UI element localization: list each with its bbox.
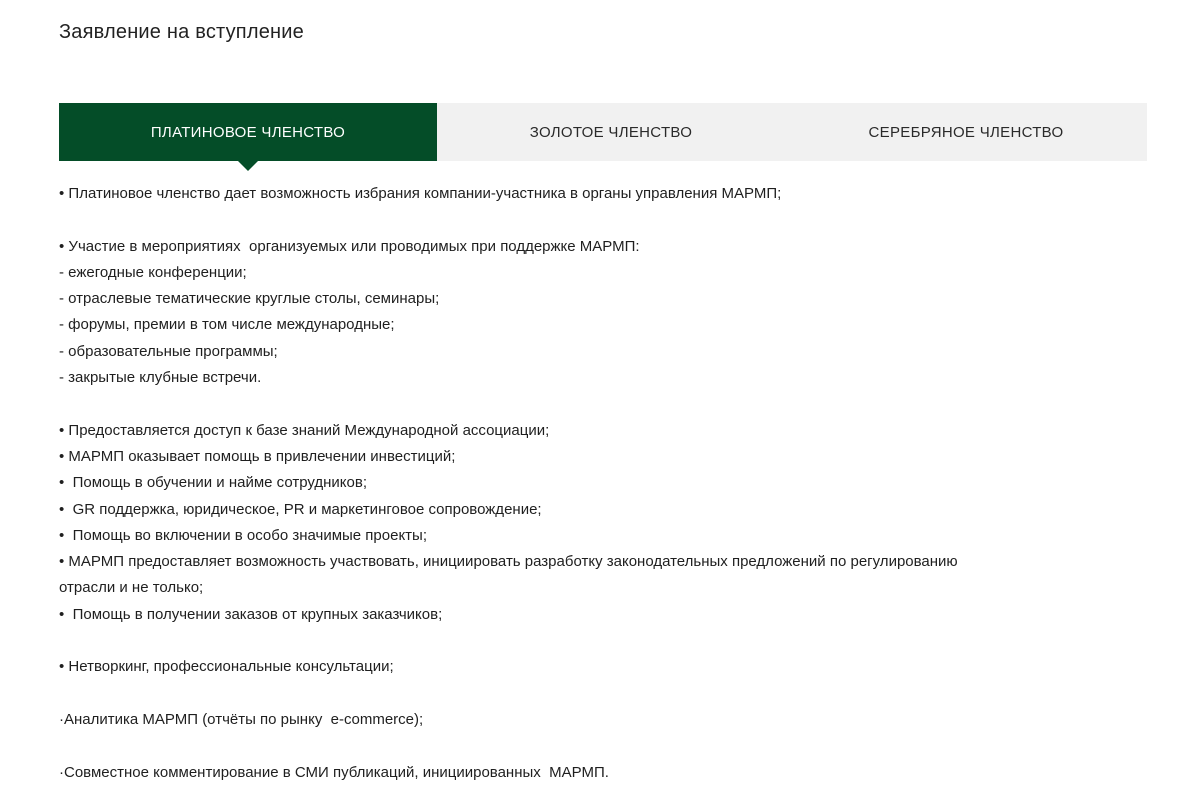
benefit-line: • МАРМП оказывает помощь в привлечении инвестиций; [59, 447, 456, 465]
tab-gold-membership[interactable] [437, 103, 785, 161]
spacer [59, 391, 1139, 417]
spacer [59, 733, 1139, 759]
event-item: - закрытые клубные встречи. [59, 369, 262, 387]
benefit-line: • Платиновое членство дает возможность избрания компании-участника в органы управления МАРМП; [59, 185, 782, 202]
benefit-line: ·Совместное комментирование в СМИ публикаций, инициированных МАРМП. [59, 763, 609, 781]
tab-silver-membership[interactable] [785, 103, 1147, 161]
tab-platinum-membership[interactable] [59, 103, 437, 161]
benefit-line: • МАРМП предоставляет возможность участвовать, инициировать разработку законодательных предложений по регулированию [59, 553, 958, 571]
event-item: - ежегодные конференции; [59, 263, 247, 281]
spacer [59, 628, 1139, 654]
benefit-line: • Помощь в обучении и найме сотрудников; [59, 474, 368, 492]
benefit-line: • Нетворкинг, профессиональные консультации; [59, 658, 394, 676]
spacer [59, 681, 1139, 707]
benefit-line: • Помощь в получении заказов от крупных заказчиков; [59, 605, 443, 623]
benefit-line: • GR поддержка, юридическое, PR и маркетинговое сопровождение; [59, 500, 542, 518]
event-item: - отраслевые тематические круглые столы, семинары; [59, 290, 440, 308]
spacer [59, 207, 1139, 233]
benefit-line: • Предоставляется доступ к базе знаний Международной ассоциации; [59, 421, 550, 439]
event-item: - образовательные программы; [59, 342, 278, 360]
tab-label: ПЛАТИНОВОЕ ЧЛЕНСТВО [150, 123, 346, 141]
event-item: - форумы, премии в том числе международные; [59, 316, 395, 334]
active-tab-pointer-icon [238, 161, 258, 171]
tab-label: ЗОЛОТОЕ ЧЛЕНСТВО [529, 123, 693, 141]
benefit-line-continuation: отрасли и не только; [59, 579, 204, 597]
tab-label: СЕРЕБРЯНОЕ ЧЛЕНСТВО [868, 123, 1064, 141]
benefit-line: • Помощь во включении в особо значимые проекты; [59, 526, 427, 544]
page-title: Заявление на вступление [59, 21, 304, 43]
benefit-line: ·Аналитика МАРМП (отчёты по рынку e-commerce); [59, 710, 424, 728]
benefit-line: • Участие в мероприятиях организуемых или проводимых при поддержке МАРМП: [59, 237, 640, 255]
tab-content-platinum [59, 181, 1139, 786]
membership-tabs [59, 103, 1147, 161]
